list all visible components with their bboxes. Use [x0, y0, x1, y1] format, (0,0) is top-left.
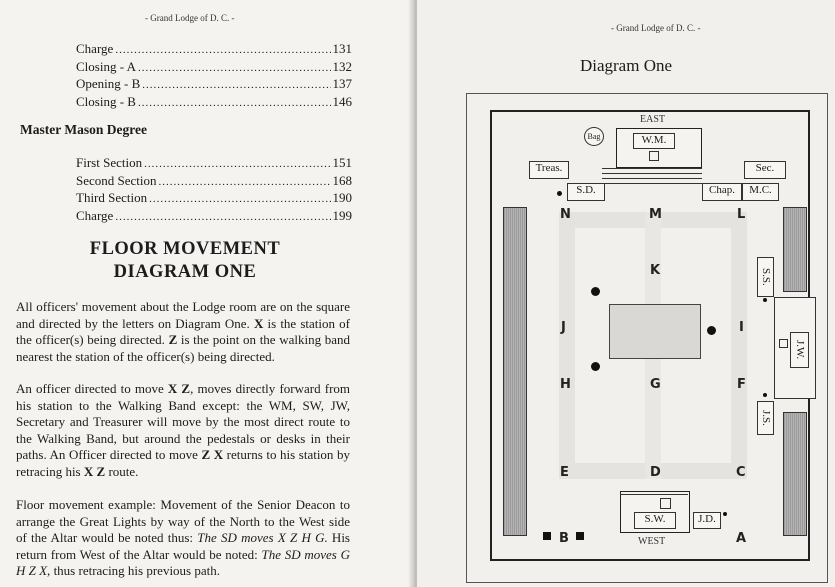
letter-k: K	[650, 263, 661, 278]
altar	[609, 304, 701, 359]
toc-entry	[76, 173, 352, 191]
dais-step-3	[602, 178, 702, 179]
toc-list-top	[76, 41, 352, 111]
toc-entry	[76, 155, 352, 173]
station-sw: S.W.	[634, 512, 676, 529]
station-jd: J.D.	[693, 512, 721, 529]
toc-entry-title: First Section	[76, 155, 143, 170]
letter-g: G	[650, 377, 661, 392]
toc-leader-dots	[138, 95, 331, 112]
west-step-1	[620, 494, 688, 495]
toc-entry-page: 146	[332, 93, 352, 109]
door-marker-right	[576, 532, 584, 540]
page-heading-line1: FLOOR MOVEMENT	[89, 239, 281, 259]
station-mc: M.C.	[742, 183, 779, 201]
toc-entry-title: Charge	[76, 207, 114, 223]
paragraph-2: An officer directed to move X Z, moves directly forward from his station to the Walking Band except: the WM, SW, JW, Secretary and Treasurer will move by the most direct route to the Walking Band, but around the pedestals or desks in their paths. An Officer directed to move Z X returns to his station by retracing his X Z route.	[16, 381, 351, 479]
station-ss: S.S.	[757, 257, 774, 297]
dais-step-4	[602, 183, 702, 184]
sw-pedestal	[660, 498, 671, 509]
letter-i: I	[739, 320, 744, 335]
paragraph-3: Floor movement example: Movement of the Senior Deacon to arrange the Great Lights by way of the North to the West side of the Altar would be noted thus: The SD moves X Z H G. His return from West of the Altar would be noted: The SD moves G H Z X, thus retracing his previous path.	[16, 497, 351, 579]
toc-leader-dots	[142, 77, 330, 94]
running-head: - Grand Lodge of D. C. -	[611, 23, 701, 33]
letter-n: N	[560, 207, 571, 222]
toc-entry-title: Charge	[76, 41, 114, 56]
altar-light-sw	[591, 362, 600, 371]
toc-entry	[76, 190, 352, 208]
walking-band-right	[731, 212, 747, 479]
toc-entry-page: 199	[332, 207, 352, 223]
toc-entry-page: 151	[332, 155, 352, 170]
north-bench	[503, 207, 527, 536]
door-marker-left	[543, 532, 551, 540]
toc-leader-dots	[115, 209, 330, 226]
letter-h: H	[560, 377, 571, 392]
station-treas: Treas.	[529, 161, 569, 179]
toc-leader-dots	[138, 60, 331, 77]
toc-entry-page: 131	[332, 41, 352, 56]
toc-leader-dots	[144, 156, 330, 173]
altar-light-nw	[591, 287, 600, 296]
station-sd: S.D.	[567, 183, 605, 201]
station-js: J.S.	[757, 401, 774, 435]
jw-pedestal	[779, 339, 788, 348]
south-bench-upper	[783, 207, 807, 292]
south-bench-lower	[783, 412, 807, 536]
right-page	[417, 0, 835, 587]
toc-list-master-mason	[76, 155, 352, 225]
letter-c: C	[736, 465, 746, 480]
dais-step-2	[602, 173, 702, 174]
left-page	[0, 0, 413, 587]
toc-entry	[76, 94, 352, 112]
sd-marker-dot	[557, 191, 562, 196]
toc-entry-title: Opening - B	[76, 76, 141, 91]
letter-d: D	[650, 465, 661, 480]
diagram-title: Diagram One	[579, 56, 673, 75]
toc-entry-page: 132	[332, 58, 352, 74]
jd-marker-dot	[723, 512, 727, 516]
compass-east: EAST	[640, 114, 665, 125]
letter-a: A	[736, 531, 747, 546]
toc-entry-title: Third Section	[76, 190, 148, 205]
ss-marker-dot	[763, 298, 767, 302]
toc-entry	[76, 59, 352, 77]
bag-marker: Bag	[584, 127, 604, 146]
station-jw: J.W.	[790, 332, 809, 368]
letter-j: J	[561, 320, 566, 335]
letter-f: F	[737, 377, 746, 392]
wm-pedestal	[649, 151, 659, 161]
toc-entry	[76, 41, 352, 59]
walking-band-left	[559, 212, 575, 479]
section-heading: Master Mason Degree	[20, 122, 147, 137]
toc-entry-title: Closing - B	[76, 93, 136, 109]
station-chap: Chap.	[702, 183, 742, 201]
letter-e: E	[560, 465, 569, 480]
toc-leader-dots	[115, 42, 330, 59]
toc-leader-dots	[149, 191, 330, 208]
toc-entry-page: 190	[332, 190, 352, 205]
letter-l: L	[737, 207, 746, 222]
page-heading-line2: DIAGRAM ONE	[113, 262, 257, 282]
running-head: - Grand Lodge of D. C. -	[145, 13, 235, 23]
toc-entry-title: Closing - A	[76, 58, 136, 74]
altar-light-e	[707, 326, 716, 335]
js-marker-dot	[763, 393, 767, 397]
toc-leader-dots	[159, 174, 331, 191]
compass-west: WEST	[638, 536, 666, 547]
station-wm: W.M.	[633, 133, 675, 149]
toc-entry-page: 168	[332, 172, 352, 188]
toc-entry	[76, 76, 352, 94]
station-sec: Sec.	[744, 161, 786, 179]
toc-entry-page: 137	[332, 76, 352, 91]
letter-m: M	[649, 207, 662, 222]
letter-b: B	[559, 531, 569, 546]
toc-entry-title: Second Section	[76, 172, 157, 188]
dais-step-1	[602, 168, 702, 169]
toc-entry	[76, 208, 352, 226]
paragraph-1: All officers' movement about the Lodge room are on the square and directed by the letters on Diagram One. X is the station of the officer(s) being directed. Z is the point on the walking band nearest the station of the officer(s) being directed.	[16, 299, 351, 364]
